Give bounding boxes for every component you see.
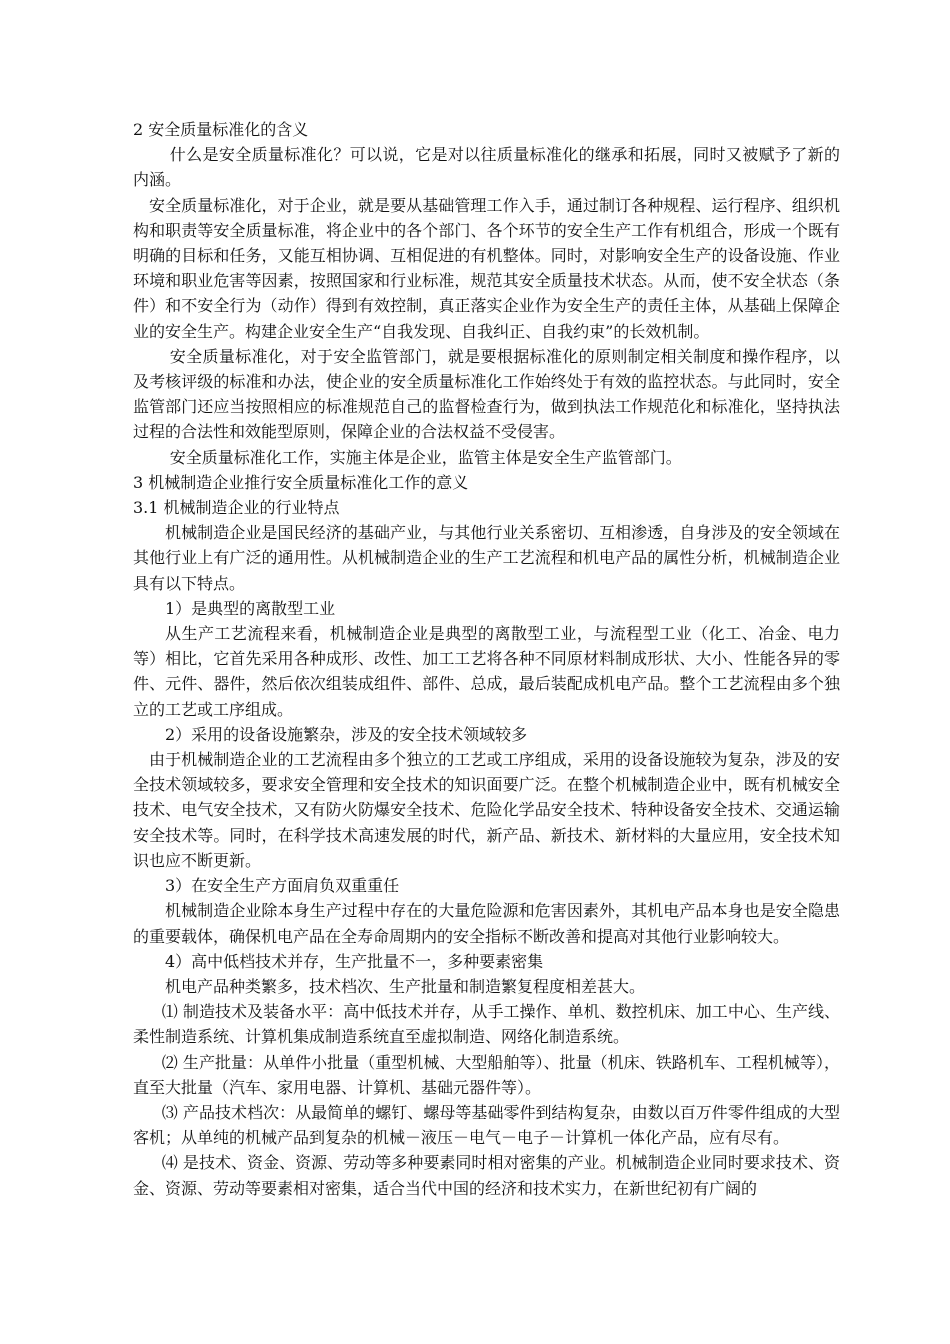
numbered-item: ⑶ 产品技术档次：从最简单的螺钉、螺母等基础零件到结构复杂，由数以百万件零件组成的大型客机；从单纯的机械产品到复杂的机械－液压－电气－电子－计算机一体化产品，应有尽有。 xyxy=(133,1102,840,1148)
section-heading-3: 3 机械制造企业推行安全质量标准化工作的意义 xyxy=(133,472,469,492)
paragraph: 机械制造企业是国民经济的基础产业，与其他行业关系密切、互相渗透，自身涉及的安全领域在其他行业上有广泛的通用性。从机械制造企业的生产工艺流程和机电产品的属性分析，机械制造企业具有以下特点。 xyxy=(133,523,840,593)
paragraph: 机电产品种类繁多，技术档次、生产批量和制造繁复程度相差甚大。 xyxy=(165,976,646,996)
section-heading-2: 2 安全质量标准化的含义 xyxy=(133,120,309,139)
paragraph: 从生产工艺流程来看，机械制造企业是典型的离散型工业，与流程型工业（化工、冶金、电力等）相比，它首先采用各种成形、改性、加工工艺将各种不同原材料制成形状、大小、性能各异的零件、元件、器件，然后依次组装成组件、部件、总成，最后装配成机电产品。整个工艺流程由多个独立的工艺或工序组成。 xyxy=(133,624,840,719)
numbered-item: ⑵ 生产批量：从单件小批量（重型机械、大型船舶等）、批量（机床、铁路机车、工程机械等），直至大批量（汽车、家用电器、计算机、基础元器件等）。 xyxy=(133,1052,840,1097)
paragraph: 由于机械制造企业的工艺流程由多个独立的工艺或工序组成，采用的设备设施较为复杂，涉及的安全技术领域较多，要求安全管理和安全技术的知识面要广泛。在整个机械制造企业中，既有机械安全技术、电气安全技术，又有防火防爆安全技术、危险化学品安全技术、特种设备安全技术、交通运输安全技术等。同时，在科学技术高速发展的时代，新产品、新技术、新材料的大量应用，安全技术知识也应不断更新。 xyxy=(133,750,840,870)
paragraph: 机械制造企业除本身生产过程中存在的大量危险源和危害因素外，其机电产品本身也是安全隐患的重要载体，确保机电产品在全寿命周期内的安全指标不断改善和提高对其他行业影响较大。 xyxy=(133,901,840,946)
list-heading: 4）高中低档技术并存，生产批量不一，多种要素密集 xyxy=(165,951,544,971)
list-heading: 3）在安全生产方面肩负双重重任 xyxy=(165,876,400,896)
subsection-heading-3-1: 3.1 机械制造企业的行业特点 xyxy=(133,498,340,518)
document-page xyxy=(133,117,840,1201)
paragraph: 安全质量标准化，对于安全监管部门，就是要根据标准化的原则制定相关制度和操作程序，以及考核评级的标准和办法，使企业的安全质量标准化工作始终处于有效的监控状态。与此同时，安全监管部门还应当按照相应的标准规范自己的监督检查行为，做到执法工作规范化和标准化，坚持执法过程的合法性和效能型原则，保障企业的合法权益不受侵害。 xyxy=(133,346,840,442)
paragraph: 安全质量标准化工作，实施主体是企业，监管主体是安全生产监管部门。 xyxy=(169,447,682,467)
list-heading: 2）采用的设备设施繁杂，涉及的安全技术领域较多 xyxy=(165,724,528,744)
numbered-item: ⑷ 是技术、资金、资源、劳动等多种要素同时相对密集的产业。机械制造企业同时要求技术、资金、资源、劳动等要素相对密集，适合当代中国的经济和技术实力，在新世纪初有广阔的 xyxy=(133,1153,840,1198)
list-heading: 1）是典型的离散型工业 xyxy=(165,598,336,618)
paragraph: 安全质量标准化，对于企业，就是要从基础管理工作入手，通过制订各种规程、运行程序、组织机构和职责等安全质量标准，将企业中的各个部门、各个环节的安全生产工作有机组合，形成一个既有明确的目标和任务，又能互相协调、互相促进的有机整体。同时，对影响安全生产的设备设施、作业环境和职业危害等因素，按照国家和行业标准，规范其安全质量技术状态。从而，使不安全状态（条件）和不安全行为（动作）得到有效控制，真正落实企业作为安全生产的责任主体，从基础上保障企业的安全生产。构建企业安全生产“自我发现、自我纠正、自我约束”的长效机制。 xyxy=(133,195,840,341)
numbered-item: ⑴ 制造技术及装备水平：高中低技术并存，从手工操作、单机、数控机床、加工中心、生产线、柔性制造系统、计算机集成制造系统直至虚拟制造、网络化制造系统。 xyxy=(133,1002,840,1047)
paragraph: 什么是安全质量标准化？可以说，它是对以往质量标准化的继承和拓展，同时又被赋予了新的内涵。 xyxy=(133,145,840,190)
